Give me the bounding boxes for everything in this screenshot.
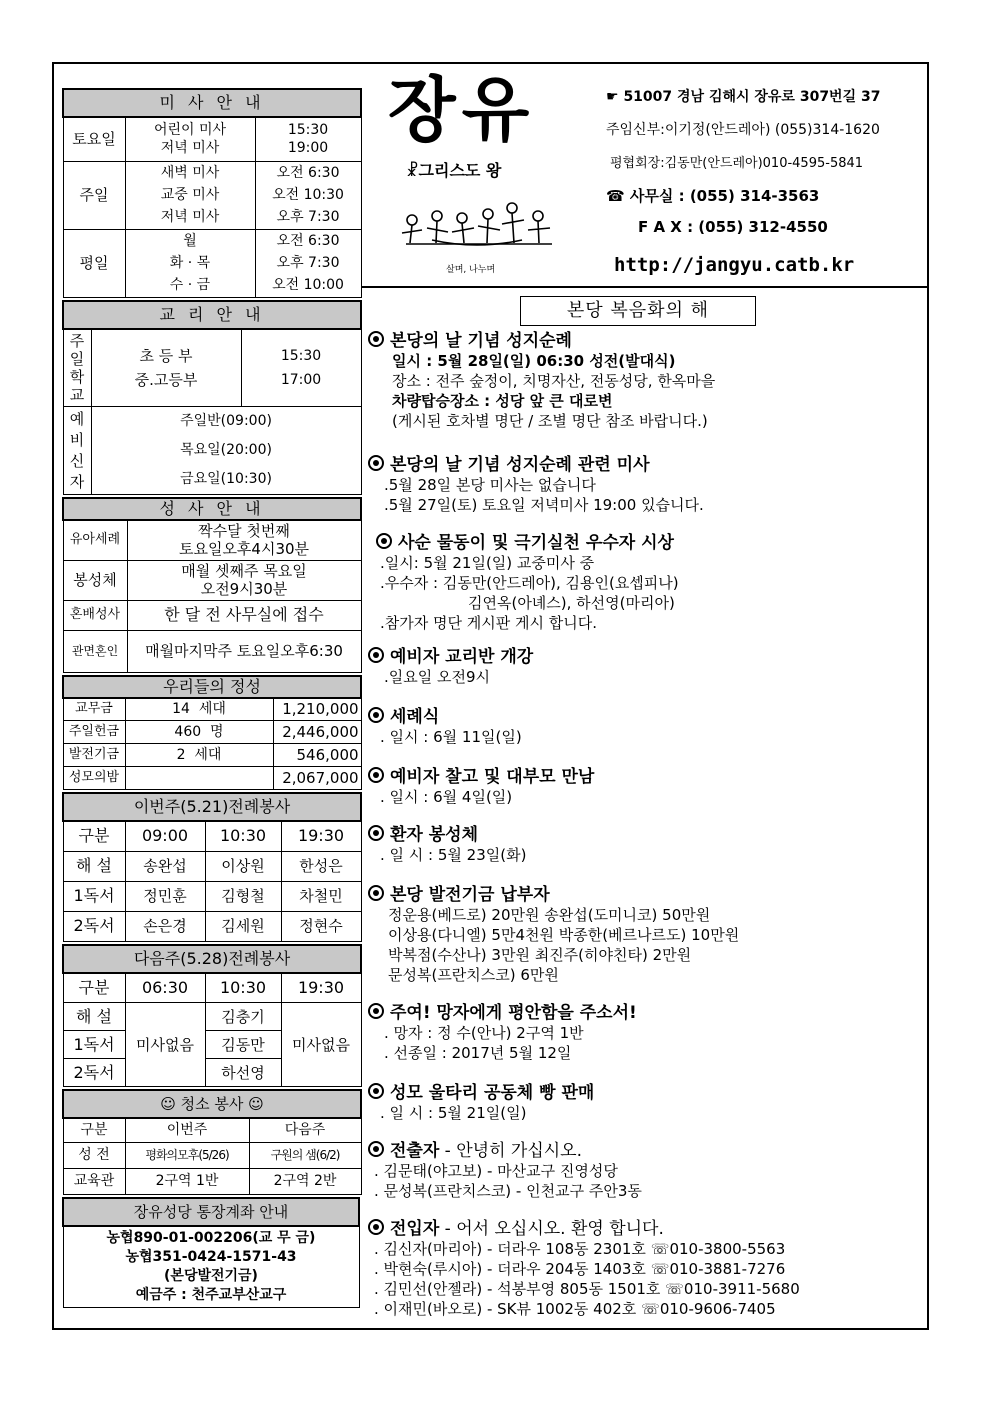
col-header: 이번주 xyxy=(125,1118,249,1142)
sunday-school-label: 주일학교 xyxy=(69,331,85,404)
notice-extra: - 어서 오십시오. 환영 합니다. xyxy=(439,1219,664,1239)
role-label: 2독서 xyxy=(63,1059,125,1087)
server-name: 이상원 xyxy=(205,851,281,881)
offering-count: 2 세대 xyxy=(125,744,273,767)
notice-line: .일요일 오전9시 xyxy=(384,668,491,686)
address-text: 51007 경남 김해시 장유로 307번길 37 xyxy=(623,89,881,105)
sacrament-text: 매월 셋째주 목요일 오전9시30분 xyxy=(127,560,361,600)
notice-line: . 일시 : 6월 4일(일) xyxy=(380,788,513,806)
col-header: 09:00 xyxy=(125,821,205,851)
no-mass: 미사없음 xyxy=(281,1003,361,1087)
notices xyxy=(368,326,924,1319)
notice-title: 본당의 날 기념 성지순례 xyxy=(390,331,572,351)
notice-item xyxy=(368,820,924,880)
sacrament-table xyxy=(62,497,362,673)
office-text: 사무실 : (055) 314-3563 xyxy=(629,187,820,205)
this-week-table xyxy=(62,792,362,942)
notice-item xyxy=(368,762,924,820)
this-week-title: 이번주(5.21)전례봉사 xyxy=(63,793,361,821)
notice-line: 박복점(수산나) 3만원 최진주(히야친타) 2만원 xyxy=(388,946,692,964)
notice-line: 문성복(프란치스코) 6만원 xyxy=(388,966,559,984)
col-header: 10:30 xyxy=(205,821,281,851)
col-header: 19:30 xyxy=(281,821,361,851)
offering-amount: 2,067,000 xyxy=(273,767,361,790)
server-name: 김형철 xyxy=(205,881,281,911)
office-line xyxy=(606,185,819,206)
president-line: 평협회장:김동만(안드레아)010-4595-5841 xyxy=(610,156,864,171)
masthead-subtitle: ☧그리스도 왕 xyxy=(406,161,502,180)
location-icon: ☛ xyxy=(606,89,624,105)
account-line: 농협890-01-002206(교 무 금) xyxy=(106,1229,316,1246)
server-name: 차철민 xyxy=(281,881,361,911)
mass-title: 미 사 안 내 xyxy=(63,89,361,117)
phone-icon: ☎ xyxy=(606,187,630,205)
col-header: 다음주 xyxy=(249,1118,361,1142)
cleaning-table xyxy=(62,1089,362,1195)
role-label: 1독서 xyxy=(63,1031,125,1059)
server-name: 정민훈 xyxy=(125,881,205,911)
mass-item: 저녁 미사 xyxy=(160,209,220,225)
notice-line: 차량탑승장소 : 성당 앞 큰 대로변 xyxy=(392,392,613,410)
notice-line: . 김민선(안젤라) - 석봉부영 805동 1501호 ☏010-3911-5680 xyxy=(374,1280,800,1298)
bullet-icon xyxy=(368,1083,384,1099)
notice-title: 본당 발전기금 납부자 xyxy=(390,885,550,905)
sacrament-label: 유아세례 xyxy=(63,520,127,560)
col-header: 구분 xyxy=(63,973,125,1003)
mass-time: 오후 7:30 xyxy=(276,255,340,271)
mass-item: 새벽 미사 xyxy=(160,165,220,181)
role-label: 해 설 xyxy=(63,851,125,881)
notice-line: . 일시 : 6월 11일(일) xyxy=(380,728,522,746)
cleaning-group: 구원의 샘(6/2) xyxy=(249,1142,361,1168)
server-name: 정현수 xyxy=(281,911,361,941)
notice-line: . 이재민(바오로) - SK뷰 1002동 402호 ☏010-9606-7405 xyxy=(374,1300,776,1318)
school-name: 중.고등부 xyxy=(134,370,198,389)
notice-line: . 김신자(마리아) - 더라우 108동 2301호 ☏010-3800-5563 xyxy=(374,1240,786,1258)
website-link[interactable]: http://jangyu.catb.kr xyxy=(614,254,855,276)
col-header: 10:30 xyxy=(205,973,281,1003)
server-name: 손은경 xyxy=(125,911,205,941)
col-header: 06:30 xyxy=(125,973,205,1003)
notice-title: 사순 물동이 및 극기실천 우수자 시상 xyxy=(398,533,674,553)
notice-line: .일시: 5월 21일(일) 교중미사 중 xyxy=(380,554,595,572)
mass-time: 19:00 xyxy=(287,140,329,157)
offering-title: 우리들의 정성 xyxy=(63,676,361,698)
area-label: 성 전 xyxy=(63,1142,125,1168)
catechumen-class: 목요일(20:00) xyxy=(180,442,272,458)
account-line: 농협351-0424-1571-43 xyxy=(125,1248,297,1265)
notice-title: 예비자 교리반 개강 xyxy=(390,647,534,667)
role-label: 2독서 xyxy=(63,911,125,941)
sacrament-text: 한 달 전 사무실에 접수 xyxy=(127,600,361,630)
bullet-icon xyxy=(368,455,384,471)
year-theme-box xyxy=(520,296,756,326)
notice-line: (게시된 호차별 명단 / 조별 명단 참조 바랍니다.) xyxy=(392,412,708,430)
notice-line: . 일 시 : 5월 21일(일) xyxy=(380,1104,527,1122)
notice-item xyxy=(368,528,924,642)
bullet-icon xyxy=(368,707,384,723)
notice-line: .우수자 : 김동만(안드레아), 김용인(요셉피나) xyxy=(380,574,679,592)
catechism-title: 교 리 안 내 xyxy=(63,301,361,329)
role-label: 1독서 xyxy=(63,881,125,911)
pastor-line: 주임신부:이기정(안드레아) (055)314-1620 xyxy=(606,122,880,138)
mass-day: 주일 xyxy=(63,161,125,229)
col-header: 구분 xyxy=(63,1118,125,1142)
offering-amount: 2,446,000 xyxy=(273,721,361,744)
server-name: 한성은 xyxy=(281,851,361,881)
notice-title: 주여! 망자에게 평안함을 주소서! xyxy=(390,1003,637,1023)
account-title: 장유성당 통장계좌 안내 xyxy=(63,1198,359,1226)
left-column xyxy=(62,88,360,1308)
sacrament-label: 관면혼인 xyxy=(63,630,127,672)
notice-line: .5월 28일 본당 미사는 없습니다 xyxy=(384,476,596,494)
year-theme: 본당 복음화의 해 xyxy=(566,300,710,321)
area-label: 교육관 xyxy=(63,1168,125,1194)
notice-title: 전입자 xyxy=(390,1219,440,1239)
mass-item: 저녁 미사 xyxy=(160,140,220,157)
mass-time: 오전 6:30 xyxy=(276,165,340,181)
bullet-icon xyxy=(368,1219,384,1235)
bullet-icon xyxy=(368,767,384,783)
offering-table xyxy=(62,675,362,791)
offering-label: 주일헌금 xyxy=(63,721,125,744)
notice-title: 세례식 xyxy=(390,707,440,727)
sacrament-title: 성 사 안 내 xyxy=(63,498,361,520)
notice-line: .참가자 명단 게시판 게시 합니다. xyxy=(380,614,597,632)
next-week-table xyxy=(62,944,362,1088)
offering-label: 발전기금 xyxy=(63,744,125,767)
notice-line: . 일 시 : 5월 23일(화) xyxy=(380,846,527,864)
bullet-icon xyxy=(368,1003,384,1019)
mass-table xyxy=(62,88,362,298)
notice-line: 일시 : 5월 28일(일) 06:30 성전(발대식) xyxy=(392,352,676,370)
bullet-icon xyxy=(368,1141,384,1157)
catechumen-class: 주일반(09:00) xyxy=(180,413,272,429)
mass-time: 오전 6:30 xyxy=(276,233,340,249)
cleaning-group: 평화의모후(5/26) xyxy=(125,1142,249,1168)
catechumen-label: 예비신자 xyxy=(69,409,85,491)
notice-line: 김연옥(아녜스), 하선영(마리아) xyxy=(468,594,675,612)
notice-item xyxy=(368,1136,924,1214)
account-line: (본당발전기금) xyxy=(164,1267,258,1284)
notice-extra: - 안녕히 가십시오. xyxy=(439,1141,582,1161)
notice-line: . 문성복(프란치스코) - 인천교구 주안3동 xyxy=(374,1182,642,1200)
bullet-icon xyxy=(376,533,392,549)
mass-time: 오전 10:30 xyxy=(272,187,344,203)
masthead-title: 장유 xyxy=(388,69,536,151)
offering-label: 성모의밤 xyxy=(63,767,125,790)
mass-time: 오후 7:30 xyxy=(276,209,340,225)
sacrament-label: 봉성체 xyxy=(63,560,127,600)
header-divider xyxy=(362,286,927,288)
notice-line: . 박현숙(루시아) - 더라우 204동 1403호 ☏010-3881-7276 xyxy=(374,1260,786,1278)
notice-line: . 김문태(야고보) - 마산교구 진영성당 xyxy=(374,1162,618,1180)
col-header: 19:30 xyxy=(281,973,361,1003)
mass-item: 교중 미사 xyxy=(160,187,220,203)
catechumen-class: 금요일(10:30) xyxy=(180,471,272,487)
sacrament-label: 혼배성사 xyxy=(63,600,127,630)
bullet-icon xyxy=(368,885,384,901)
logo-caption: 살며, 나누며 xyxy=(446,265,496,275)
server-name: 김세원 xyxy=(205,911,281,941)
school-time: 15:30 xyxy=(280,347,322,364)
bullet-icon xyxy=(368,647,384,663)
notice-line: . 망자 : 정 수(안나) 2구역 1반 xyxy=(384,1024,584,1042)
address-line xyxy=(606,86,880,106)
notice-item xyxy=(368,326,924,450)
cleaning-group: 2구역 1반 xyxy=(125,1168,249,1194)
no-mass: 미사없음 xyxy=(125,1003,205,1087)
offering-amount: 1,210,000 xyxy=(273,698,361,721)
mass-item: 어린이 미사 xyxy=(153,122,227,139)
mass-item: 수 · 금 xyxy=(169,277,211,293)
bullet-icon xyxy=(368,331,384,347)
notice-title: 성모 울타리 공동체 빵 판매 xyxy=(390,1083,595,1103)
notice-line: 이상용(다니엘) 5만4천원 박종한(베르나르도) 10만원 xyxy=(388,926,740,944)
account-table xyxy=(62,1197,360,1308)
col-header: 구분 xyxy=(63,821,125,851)
account-line: 예금주 : 천주교부산교구 xyxy=(135,1286,287,1303)
offering-label: 교무금 xyxy=(63,698,125,721)
mass-item: 화 · 목 xyxy=(169,255,211,271)
notice-title: 환자 봉성체 xyxy=(390,825,479,845)
mass-day: 토요일 xyxy=(63,117,125,161)
notice-line: 정운용(베드로) 20만원 송완섭(도미니코) 50만원 xyxy=(388,906,711,924)
server-name: 김동만 xyxy=(205,1031,281,1059)
notice-item xyxy=(368,998,924,1078)
notice-item xyxy=(368,702,924,762)
school-name: 초 등 부 xyxy=(139,346,193,365)
parish-logo xyxy=(392,198,562,258)
mass-day: 평일 xyxy=(63,229,125,297)
notice-line: . 선종일 : 2017년 5월 12일 xyxy=(384,1044,572,1062)
notice-line: 장소 : 전주 숲정이, 치명자산, 전동성당, 한옥마을 xyxy=(392,372,716,390)
catechism-table xyxy=(62,300,362,496)
server-name: 하선영 xyxy=(205,1059,281,1087)
cleaning-title: ☺ 청소 봉사 ☺ xyxy=(63,1090,361,1118)
offering-count xyxy=(125,767,273,790)
sacrament-text: 매월마지막주 토요일오후6:30 xyxy=(127,630,361,672)
next-week-title: 다음주(5.28)전례봉사 xyxy=(63,945,361,973)
cleaning-group: 2구역 2반 xyxy=(249,1168,361,1194)
offering-count: 14 세대 xyxy=(125,698,273,721)
sacrament-text: 짝수달 첫번째 토요일오후4시30분 xyxy=(127,520,361,560)
mass-time: 오전 10:00 xyxy=(272,277,344,293)
offering-amount: 546,000 xyxy=(273,744,361,767)
notice-item xyxy=(368,642,924,702)
notice-item xyxy=(368,1214,924,1319)
notice-title: 본당의 날 기념 성지순례 관련 미사 xyxy=(390,455,650,475)
notice-item xyxy=(368,880,924,998)
server-name: 송완섭 xyxy=(125,851,205,881)
server-name: 김충기 xyxy=(205,1003,281,1031)
role-label: 해 설 xyxy=(63,1003,125,1031)
notice-item xyxy=(368,1078,924,1136)
notice-item xyxy=(368,450,924,528)
offering-count: 460 명 xyxy=(125,721,273,744)
bullet-icon xyxy=(368,825,384,841)
mass-time: 15:30 xyxy=(287,122,329,139)
notice-title: 전출자 xyxy=(390,1141,440,1161)
notice-title: 예비자 찰고 및 대부모 만남 xyxy=(390,767,595,787)
notice-line: .5월 27일(토) 토요일 저녁미사 19:00 있습니다. xyxy=(384,496,704,514)
fax-line: F A X : (055) 312-4550 xyxy=(638,218,828,236)
mass-item: 월 xyxy=(183,233,197,249)
school-time: 17:00 xyxy=(280,371,322,388)
